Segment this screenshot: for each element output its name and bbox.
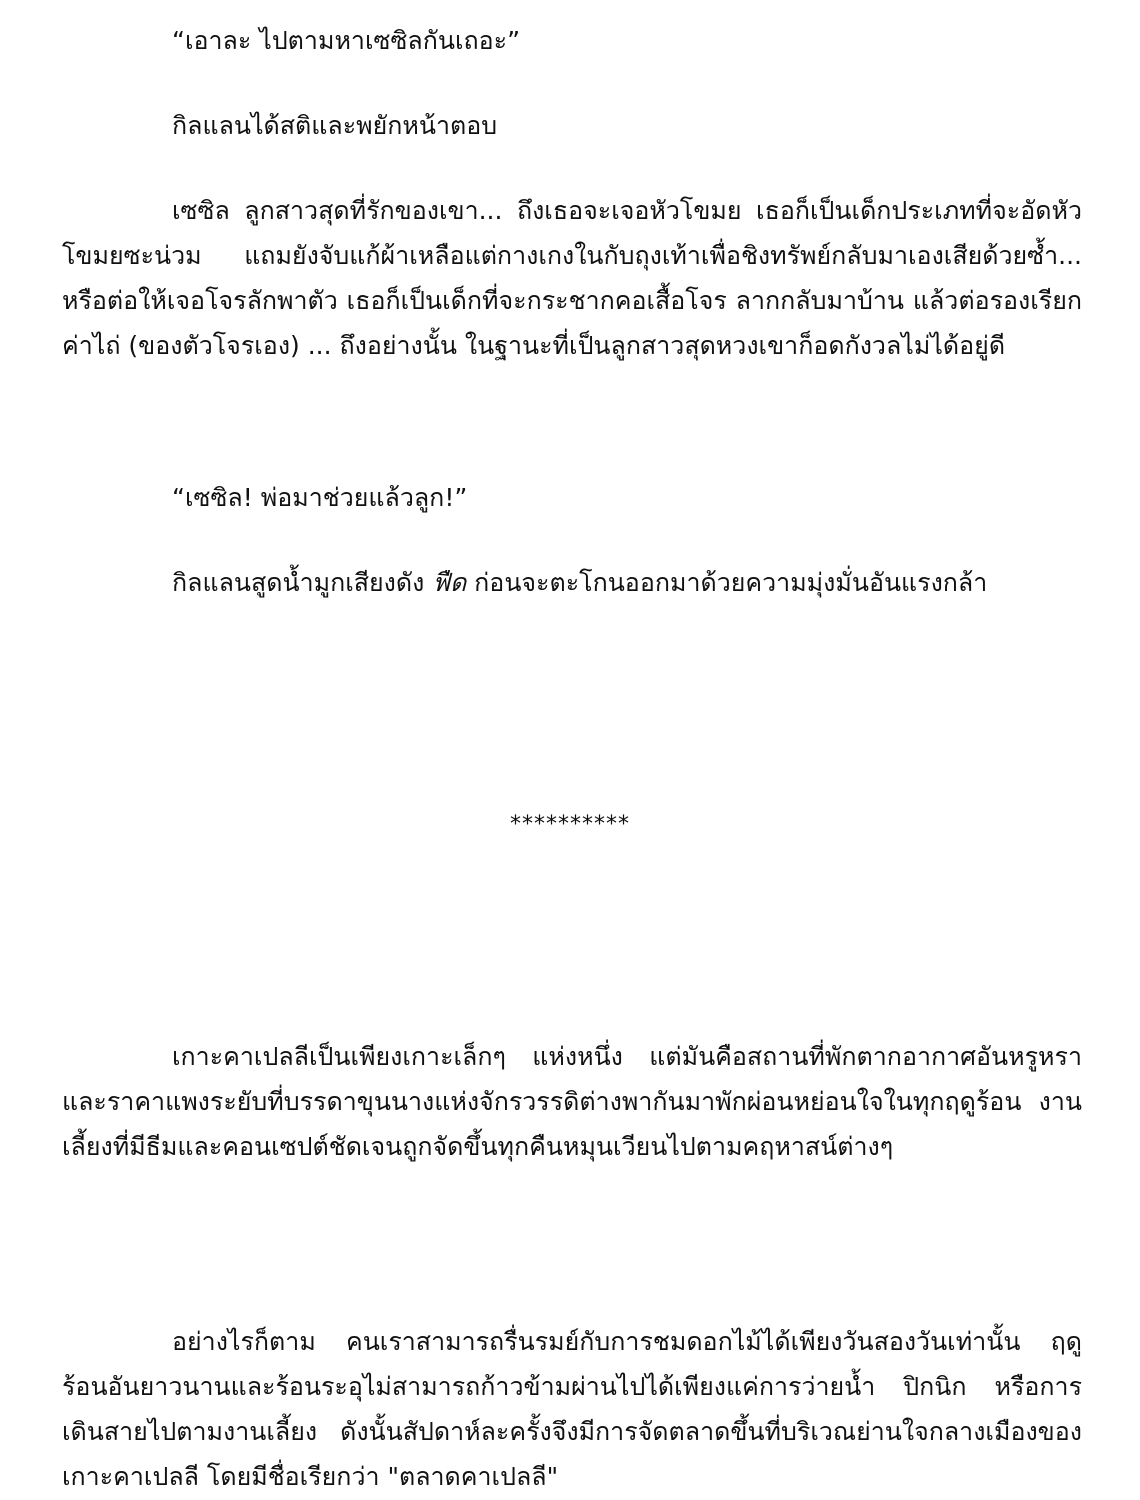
capelli-island-paragraph: เกาะคาเปลลีเป็นเพียงเกาะเล็กๆ แห่งหนึ่ง แต่มันคือสถานที่พักตากอากาศอันหรูหราและราคาแพงระยับที่บรรดาขุนนางแห่งจักรวรรดิต่างพากันมาพักผ่อนหย่อนใจในทุกฤดูร้อน งานเลี้ยงที่มีธีมและคอนเซปต์ชัดเจนถูกจัดขึ้นทุกคืนหมุนเวียนไปตามคฤหาสน์ต่างๆ bbox=[62, 1042, 1082, 1161]
narration-gillan-shouts bbox=[62, 560, 1082, 605]
dialogue-line-father-coming: “เซซิล! พ่อมาช่วยแล้วลูก!” bbox=[172, 483, 468, 512]
scene-break-divider: ********** bbox=[510, 812, 630, 837]
narration-cecil-paragraph: เซซิล ลูกสาวสุดที่รักของเขา... ถึงเธอจะเจอหัวโขมย เธอก็เป็นเด็กประเภทที่จะอัดหัวโขมยซะน่วม แถมยังจับแก้ผ้าเหลือแต่กางเกงในกับถุงเท้าเพื่อชิงทรัพย์กลับมาเองเสียด้วยซ้ำ... หรือต่อให้เจอโจรลักพาตัว เธอก็เป็นเด็กที่จะกระชากคอเสื้อโจร ลากกลับมาบ้าน แล้วต่อรองเรียกค่าไถ่ (ของตัวโจรเอง) ... ถึงอย่างนั้น ในฐานะที่เป็นลูกสาวสุดหวงเขาก็อดกังวลไม่ได้อยู่ดี bbox=[62, 196, 1082, 360]
narration-gillan-nods: กิลแลนได้สติและพยักหน้าตอบ bbox=[172, 111, 498, 140]
dialogue-line-lets-go: “เอาละ ไปตามหาเซซิลกันเถอะ” bbox=[172, 26, 521, 55]
sniff-sound-emphasis: ฟืด bbox=[432, 568, 467, 597]
capelli-market-paragraph: อย่างไรก็ตาม คนเราสามารถรื่นรมย์กับการชมดอกไม้ได้เพียงวันสองวันเท่านั้น ฤดูร้อนอันยาวนานและร้อนระอุไม่สามารถก้าวข้ามผ่านไปได้เพียงแค่การว่ายน้ำ ปิกนิก หรือการเดินสายไปตามงานเลี้ยง ดังนั้นสัปดาห์ละครั้งจึงมีการจัดตลาดขึ้นที่บริเวณย่านใจกลางเมืองของเกาะคาเปลลี โดยมีชื่อเรียกว่า "ตลาดคาเปลลี" bbox=[62, 1327, 1082, 1491]
shout-text-before: กิลแลนสูดน้ำมูกเสียงดัง bbox=[172, 568, 433, 597]
shout-text-after: ก่อนจะตะโกนออกมาด้วยความมุ่งมั่นอันแรงกล้า bbox=[466, 568, 988, 597]
